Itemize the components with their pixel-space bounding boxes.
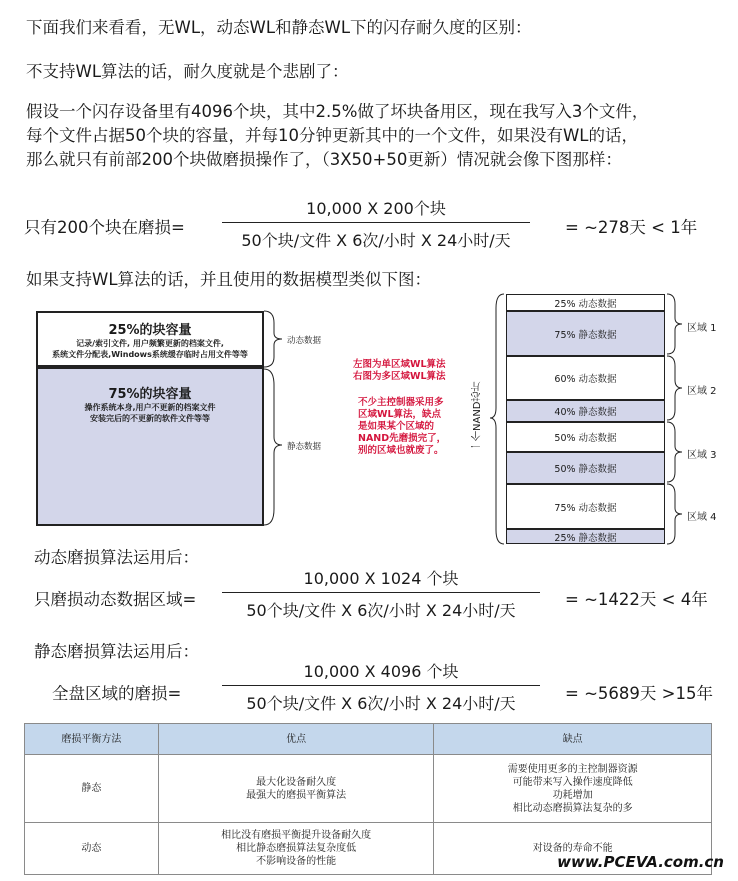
eq1-denominator: 50个块/文件 X 6次/小时 X 24小时/天 bbox=[241, 231, 511, 250]
segment-region4-dynamic: 75% 动态数据 bbox=[506, 484, 665, 529]
eq1-result: = ~278天 < 1年 bbox=[565, 218, 698, 237]
eq2-result: = ~1422天 < 4年 bbox=[565, 590, 708, 609]
eq3-numerator: 10,000 X 4096 个块 bbox=[303, 662, 459, 681]
region-braces bbox=[665, 292, 685, 546]
eq2-numerator: 10,000 X 1024 个块 bbox=[303, 569, 459, 588]
eq3-result: = ~5689天 >15年 bbox=[565, 684, 713, 703]
segment-region2-dynamic: 60% 动态数据 bbox=[506, 356, 665, 400]
wl-intro: 如果支持WL算法的话，并且使用的数据模型类似下图： bbox=[26, 270, 432, 289]
dynamic-block-area bbox=[36, 311, 264, 367]
static-block-desc-1: 操作系统本身,用户不更新的档案文件 bbox=[84, 403, 216, 412]
region-4-label: 区域 4 bbox=[687, 512, 717, 523]
dynamic-heading: 动态磨损算法运用后： bbox=[34, 548, 199, 567]
note-line-3: 不少主控制器采用多 bbox=[358, 397, 444, 408]
note-line-5: 是如果某个区域的 bbox=[358, 421, 435, 432]
note-line-1: 左图为单区域WL算法 bbox=[353, 359, 446, 370]
intro-paragraph-3-line-2: 每个文件占据50个块的容量，并每10分钟更新其中的一个文件，如果没有WL的话， bbox=[26, 126, 638, 145]
cons-line: 需要使用更多的主控制器资源 bbox=[507, 763, 638, 775]
row-static-cons bbox=[434, 755, 712, 823]
static-block-title: 75%的块容量 bbox=[108, 387, 192, 402]
region-3-label: 区域 3 bbox=[687, 450, 717, 461]
static-data-label: 静态数据 bbox=[287, 442, 322, 452]
dynamic-data-label: 动态数据 bbox=[287, 336, 322, 346]
eq2-fraction-line bbox=[222, 592, 540, 593]
note-line-4: 区域WL算法，缺点 bbox=[358, 409, 442, 420]
row-dynamic-method: 动态 bbox=[25, 823, 159, 875]
cons-line: 相比动态磨损算法复杂的多 bbox=[512, 802, 633, 814]
region-2-label: 区域 2 bbox=[687, 386, 717, 397]
cons-line: 可能带来写入操作速度降低 bbox=[512, 776, 633, 788]
nand-chip-label: 一个NAND芯片 bbox=[472, 381, 483, 451]
nand-chip-brace bbox=[488, 292, 506, 546]
table-row bbox=[25, 755, 712, 823]
eq1-fraction-line bbox=[222, 222, 530, 223]
left-diagram-braces bbox=[262, 309, 286, 531]
note-line-2: 右图为多区域WL算法 bbox=[353, 371, 446, 382]
static-block-desc-2: 安装完后的不更新的软件文件等等 bbox=[90, 414, 210, 423]
eq2-denominator: 50个块/文件 X 6次/小时 X 24小时/天 bbox=[246, 601, 516, 620]
segment-region3-dynamic: 50% 动态数据 bbox=[506, 422, 665, 452]
row-static-pros bbox=[158, 755, 434, 823]
note-line-6: NAND先磨损完了， bbox=[358, 433, 447, 444]
segment-region2-static: 40% 静态数据 bbox=[506, 400, 665, 422]
eq3-fraction-line bbox=[222, 685, 540, 686]
note-line-7: 别的区域也就废了。 bbox=[358, 445, 444, 456]
eq3-denominator: 50个块/文件 X 6次/小时 X 24小时/天 bbox=[246, 694, 516, 713]
static-block-area bbox=[36, 367, 264, 526]
eq1-label: 只有200个块在磨损= bbox=[24, 218, 185, 237]
intro-paragraph-1: 下面我们来看看，无WL，动态WL和静态WL下的闪存耐久度的区别： bbox=[26, 18, 532, 37]
dynamic-block-desc-1: 记录/索引文件, 用户频繁更新的档案文件, bbox=[76, 339, 224, 348]
eq2-label: 只磨损动态数据区域= bbox=[34, 590, 197, 609]
segment-region1-dynamic: 25% 动态数据 bbox=[506, 294, 665, 311]
row-dynamic-pros bbox=[158, 823, 434, 875]
intro-paragraph-2: 不支持WL算法的话，耐久度就是个悲剧了： bbox=[26, 62, 349, 81]
segment-region1-static: 75% 静态数据 bbox=[506, 311, 665, 356]
pros-line: 不影响设备的性能 bbox=[256, 856, 337, 867]
segment-region3-static: 50% 静态数据 bbox=[506, 452, 665, 484]
static-heading: 静态磨损算法运用后： bbox=[34, 642, 199, 661]
header-pros: 优点 bbox=[158, 724, 434, 755]
pros-line: 相比没有磨损平衡提升设备耐久度 bbox=[221, 830, 372, 841]
header-cons: 缺点 bbox=[434, 724, 712, 755]
eq1-numerator: 10,000 X 200个块 bbox=[306, 199, 446, 218]
dynamic-block-desc-2: 系统文件分配表,Windows系统缓存临时占用文件等等 bbox=[52, 350, 248, 359]
intro-paragraph-3-line-3: 那么就只有前部200个块做磨损操作了，（3X50+50更新）情况就会像下图那样： bbox=[26, 150, 622, 169]
intro-paragraph-3-line-1: 假设一个闪存设备里有4096个块，其中2.5%做了坏块备用区，现在我写入3个文件， bbox=[26, 102, 649, 121]
pros-line: 最强大的磨损平衡算法 bbox=[246, 789, 347, 801]
header-method: 磨损平衡方法 bbox=[25, 724, 159, 755]
dynamic-block-title: 25%的块容量 bbox=[108, 323, 192, 338]
nand-chip bbox=[506, 294, 665, 544]
region-1-label: 区域 1 bbox=[687, 323, 717, 334]
eq3-label: 全盘区域的磨损= bbox=[52, 684, 182, 703]
watermark: www.PCEVA.com.cn bbox=[557, 853, 724, 871]
cons-line: 对设备的寿命不能 bbox=[532, 843, 613, 854]
row-static-method: 静态 bbox=[25, 755, 159, 823]
cons-line: 功耗增加 bbox=[552, 789, 593, 801]
pros-line: 相比静态磨损算法复杂度低 bbox=[236, 843, 357, 854]
table-header-row bbox=[25, 724, 712, 755]
pros-line: 最大化设备耐久度 bbox=[256, 776, 337, 788]
segment-region4-static: 25% 静态数据 bbox=[506, 529, 665, 544]
